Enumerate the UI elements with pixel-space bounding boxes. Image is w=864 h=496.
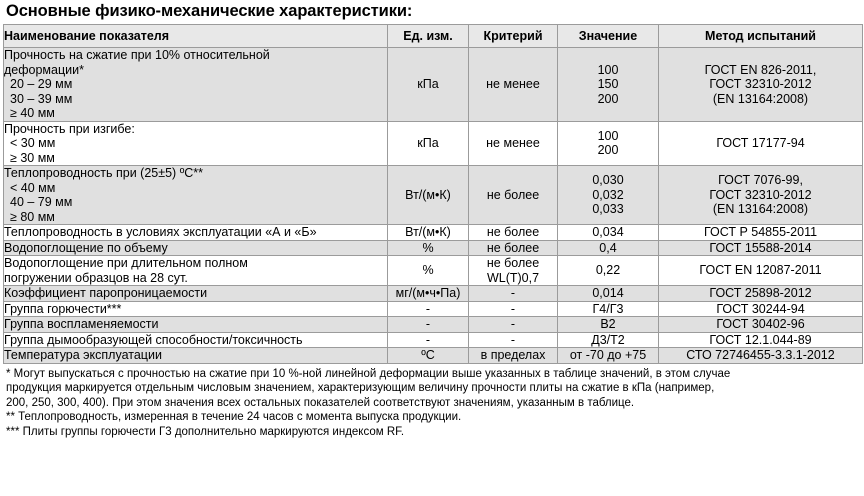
cell-indicator-name — [4, 332, 388, 348]
cell-unit-line: Вт/(м•К) — [405, 187, 451, 202]
cell-method-line: ГОСТ 12.1.044-89 — [709, 332, 812, 347]
footnotes — [0, 364, 864, 440]
cell-criterion-line: - — [510, 332, 516, 347]
cell-method — [659, 240, 863, 256]
cell-criterion — [469, 121, 558, 166]
cell-value — [558, 48, 659, 122]
cell-indicator-name — [4, 256, 388, 286]
cell-value — [558, 256, 659, 286]
cell-value — [558, 301, 659, 317]
cell-value — [558, 317, 659, 333]
indicator-line: погружении образцов на 28 сут. — [4, 270, 188, 285]
cell-unit-line: % — [422, 240, 434, 255]
table-row — [4, 332, 863, 348]
column-header-method: Метод испытаний — [659, 25, 863, 48]
table-row — [4, 166, 863, 225]
cell-criterion-line: WL(T)0,7 — [486, 270, 540, 285]
cell-method-line: ГОСТ Р 54855-2011 — [703, 225, 818, 239]
cell-unit-line: - — [425, 301, 431, 316]
indicator-line: Группа горючести*** — [4, 301, 122, 316]
cell-criterion-line: в пределах — [480, 348, 546, 362]
cell-value-line: 200 — [597, 143, 619, 158]
cell-method — [659, 286, 863, 302]
indicator-line: Водопоглощение по объему — [4, 240, 168, 255]
indicator-subline: 20 – 29 мм — [10, 77, 73, 91]
cell-value-line: 0,034 — [592, 225, 624, 239]
cell-unit — [388, 348, 469, 364]
cell-value-line: Д3/Т2 — [591, 332, 625, 347]
cell-method-line: СТО 72746455-3.3.1-2012 — [686, 348, 835, 362]
cell-indicator-name — [4, 225, 388, 241]
indicator-subline: ≥ 30 мм — [10, 150, 55, 165]
cell-method-line: ГОСТ EN 12087-2011 — [699, 263, 822, 278]
cell-value — [558, 286, 659, 302]
cell-unit-line: Вт/(м•К) — [405, 225, 451, 239]
cell-method-line: ГОСТ 15588-2014 — [709, 240, 812, 255]
cell-unit — [388, 48, 469, 122]
cell-unit-line: - — [425, 332, 431, 347]
cell-value-line: от -70 до +75 — [569, 348, 647, 362]
cell-value-line: 0,014 — [592, 286, 624, 300]
cell-criterion — [469, 348, 558, 364]
cell-value-line: 0,22 — [595, 263, 621, 278]
table-row — [4, 48, 863, 122]
column-header-criterion: Критерий — [469, 25, 558, 48]
table-body — [4, 48, 863, 364]
cell-unit — [388, 121, 469, 166]
indicator-line: Водопоглощение при длительном полном — [4, 256, 248, 270]
cell-method-line: ГОСТ 7076-99, — [718, 173, 803, 188]
cell-value-line: 100 — [597, 62, 619, 77]
cell-unit-line: ºС — [421, 348, 435, 362]
cell-criterion — [469, 301, 558, 317]
table-row — [4, 240, 863, 256]
table-row — [4, 256, 863, 286]
cell-unit — [388, 317, 469, 333]
indicator-line: Теплопроводность в условиях эксплуатации «А и «Б» — [4, 225, 317, 239]
cell-indicator-name — [4, 286, 388, 302]
table-header — [4, 25, 863, 48]
cell-method-line: ГОСТ 30402-96 — [716, 317, 805, 331]
footnote-line: 200, 250, 300, 400). При этом значения всех остальных показателей соответствуют значениям, указанным в таблице. — [6, 396, 635, 409]
indicator-line: деформации* — [4, 62, 84, 77]
cell-method — [659, 121, 863, 166]
cell-unit — [388, 286, 469, 302]
indicator-line: Группа воспламеняемости — [4, 317, 159, 331]
cell-unit-line: - — [425, 317, 431, 331]
cell-value — [558, 240, 659, 256]
footnote-line: продукция маркируется отдельным числовым значением, характеризующим величину прочности плиты на сжатие в кПа (например, — [6, 382, 715, 395]
indicator-line: Коэффициент паропроницаемости — [4, 286, 208, 300]
cell-unit — [388, 166, 469, 225]
cell-criterion — [469, 332, 558, 348]
cell-method — [659, 301, 863, 317]
cell-method-line: ГОСТ 30244-94 — [716, 301, 805, 316]
cell-indicator-name — [4, 348, 388, 364]
cell-criterion — [469, 166, 558, 225]
cell-method — [659, 166, 863, 225]
column-header-name: Наименование показателя — [4, 25, 388, 48]
indicator-subline: 40 – 79 мм — [10, 195, 73, 209]
indicator-line: Температура эксплуатации — [4, 348, 162, 362]
cell-indicator-name — [4, 317, 388, 333]
column-header-value: Значение — [558, 25, 659, 48]
cell-method — [659, 225, 863, 241]
indicator-line: Теплопроводность при (25±5) ºС** — [4, 166, 204, 180]
cell-unit — [388, 332, 469, 348]
cell-criterion-line: - — [510, 317, 516, 331]
table-row — [4, 286, 863, 302]
indicator-subline: < 30 мм — [10, 136, 56, 150]
cell-criterion-line: не менее — [486, 77, 540, 91]
cell-method — [659, 48, 863, 122]
cell-indicator-name — [4, 166, 388, 225]
cell-method — [659, 317, 863, 333]
cell-criterion-line: не более — [486, 256, 540, 270]
cell-value-line: 150 — [597, 77, 619, 91]
cell-method-line: ГОСТ EN 826-2011, — [704, 62, 817, 77]
indicator-line: Прочность на сжатие при 10% относительной — [4, 48, 270, 62]
cell-unit — [388, 225, 469, 241]
indicator-line: Группа дымообразующей способности/токсичность — [4, 332, 303, 347]
cell-method — [659, 332, 863, 348]
cell-value — [558, 121, 659, 166]
table-row — [4, 301, 863, 317]
footnote-line: *** Плиты группы горючести Г3 дополнительно маркируются индексом RF. — [6, 425, 405, 438]
cell-method — [659, 348, 863, 364]
indicator-subline: 30 – 39 мм — [10, 91, 73, 106]
cell-criterion — [469, 240, 558, 256]
cell-value-line: 0,030 — [592, 173, 624, 188]
cell-unit-line: кПа — [417, 136, 439, 150]
table-row — [4, 317, 863, 333]
indicator-line: Прочность при изгибе: — [4, 121, 135, 136]
cell-method-line: (EN 13164:2008) — [712, 202, 809, 217]
cell-method-line: ГОСТ 17177-94 — [716, 136, 805, 150]
cell-criterion-line: - — [510, 286, 516, 300]
cell-unit — [388, 240, 469, 256]
cell-value-line: В2 — [600, 317, 616, 331]
cell-indicator-name — [4, 121, 388, 166]
cell-criterion — [469, 286, 558, 302]
cell-indicator-name — [4, 240, 388, 256]
cell-indicator-name — [4, 301, 388, 317]
cell-value-line: 100 — [597, 128, 619, 143]
cell-method-line: ГОСТ 32310-2012 — [709, 77, 812, 91]
specifications-table — [3, 24, 863, 364]
cell-value-line: 200 — [597, 91, 619, 106]
footnote-line: * Могут выпускаться с прочностью на сжатие при 10 %-ной линейной деформации выше указанных в таблице значений, в этом случае — [6, 367, 731, 380]
cell-unit-line: кПа — [417, 77, 439, 91]
cell-criterion — [469, 256, 558, 286]
cell-unit — [388, 256, 469, 286]
cell-value-line: 0,032 — [592, 187, 624, 202]
table-row — [4, 121, 863, 166]
cell-unit-line: мг/(м•ч•Па) — [395, 286, 461, 300]
table-row — [4, 225, 863, 241]
cell-value-line: Г4/Г3 — [592, 301, 624, 316]
cell-criterion — [469, 225, 558, 241]
cell-method — [659, 256, 863, 286]
cell-value — [558, 348, 659, 364]
cell-criterion-line: не более — [486, 240, 540, 255]
cell-criterion-line: не более — [486, 187, 540, 202]
cell-criterion — [469, 317, 558, 333]
indicator-subline: < 40 мм — [10, 180, 56, 195]
cell-unit — [388, 301, 469, 317]
column-header-unit: Ед. изм. — [388, 25, 469, 48]
cell-criterion-line: не менее — [486, 136, 540, 150]
cell-value — [558, 225, 659, 241]
cell-method-line: ГОСТ 25898-2012 — [709, 286, 812, 300]
table-header-row — [4, 25, 863, 48]
footnote-line: ** Теплопроводность, измеренная в течение 24 часов с момента выпуска продукции. — [6, 411, 462, 424]
cell-value-line: 0,4 — [599, 240, 617, 255]
table-row — [4, 348, 863, 364]
cell-value — [558, 332, 659, 348]
cell-criterion-line: не более — [486, 225, 540, 239]
cell-method-line: (EN 13164:2008) — [712, 91, 809, 106]
cell-criterion-line: - — [510, 301, 516, 316]
indicator-subline: ≥ 40 мм — [10, 106, 55, 120]
cell-method-line: ГОСТ 32310-2012 — [709, 187, 812, 202]
cell-unit-line: % — [422, 263, 434, 278]
page-title: Основные физико-механические характеристики: — [6, 2, 413, 20]
cell-indicator-name — [4, 48, 388, 122]
cell-value — [558, 166, 659, 225]
cell-value-line: 0,033 — [592, 202, 624, 217]
indicator-subline: ≥ 80 мм — [10, 209, 55, 224]
cell-criterion — [469, 48, 558, 122]
